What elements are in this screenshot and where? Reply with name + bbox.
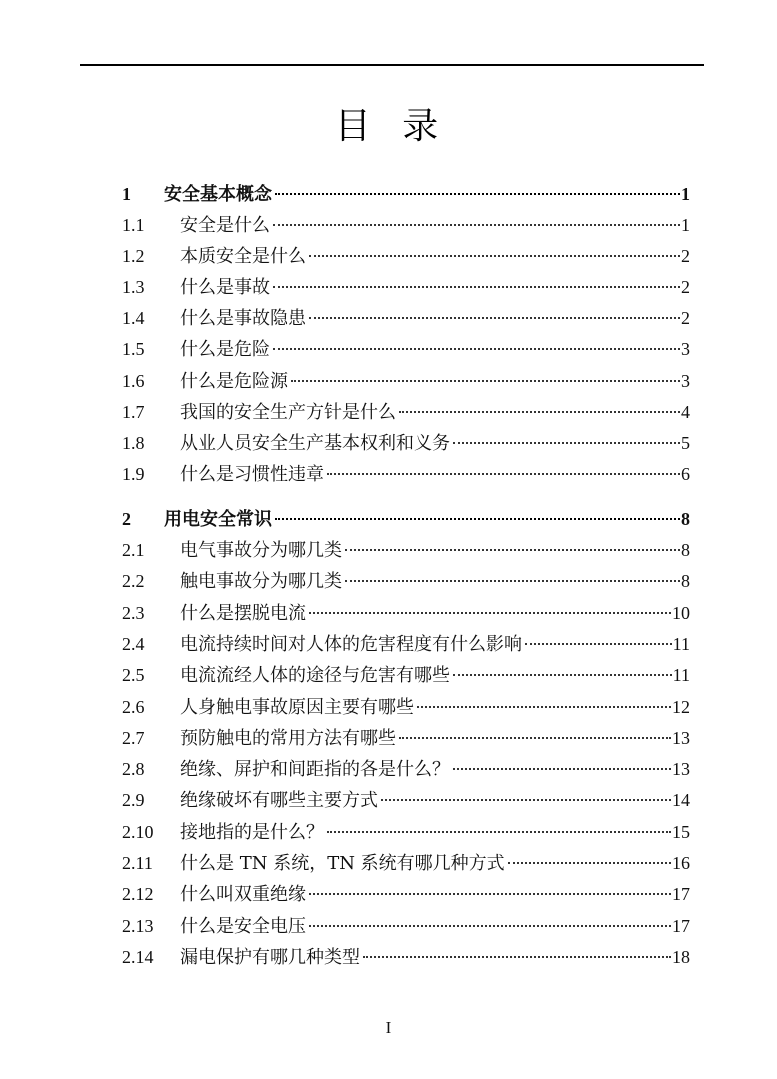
toc-entry-number: 2 xyxy=(122,509,131,529)
toc-dot-leader xyxy=(525,643,672,645)
toc-dot-leader xyxy=(453,768,671,770)
toc-section-entry[interactable] xyxy=(122,944,690,970)
toc-dot-leader xyxy=(453,674,672,676)
toc-entry-number: 2.2 xyxy=(122,571,145,591)
toc-section-entry[interactable] xyxy=(122,725,690,751)
toc-entry-title: 安全基本概念 xyxy=(164,184,272,205)
toc-entry-title: 什么是摆脱电流 xyxy=(180,603,306,624)
toc-entry-number: 2.6 xyxy=(122,697,145,717)
toc-section-entry[interactable] xyxy=(122,631,690,657)
toc-entry-number: 1 xyxy=(122,184,131,204)
toc-entry-number: 2.4 xyxy=(122,634,145,654)
toc-entry-title: 接地指的是什么？ xyxy=(180,822,324,843)
toc-entry-number: 2.12 xyxy=(122,884,154,904)
toc-chapter-entry[interactable] xyxy=(122,181,690,207)
toc-entry-title: 人身触电事故原因主要有哪些 xyxy=(180,697,414,718)
toc-entry-page: 6 xyxy=(681,464,690,484)
toc-entry-number: 2.1 xyxy=(122,540,145,560)
toc-entry-number: 2.5 xyxy=(122,665,145,685)
toc-entry-number: 1.8 xyxy=(122,433,145,453)
page-title: 目 录 xyxy=(334,106,443,147)
toc-entry-title: 什么是危险 xyxy=(180,339,270,360)
toc-entry-page: 2 xyxy=(681,277,690,297)
toc-dot-leader xyxy=(399,411,680,413)
toc-entry-number: 2.14 xyxy=(122,947,154,967)
toc-dot-leader xyxy=(291,380,680,382)
toc-entry-page: 1 xyxy=(681,215,690,235)
toc-dot-leader xyxy=(345,549,680,551)
toc-entry-page: 13 xyxy=(672,759,690,779)
toc-entry-page: 18 xyxy=(672,947,690,967)
toc-dot-leader xyxy=(273,224,680,226)
toc-entry-number: 2.10 xyxy=(122,822,154,842)
toc-dot-leader xyxy=(327,831,671,833)
toc-dot-leader xyxy=(273,286,680,288)
toc-dot-leader xyxy=(275,518,680,520)
toc-entry-number: 2.9 xyxy=(122,790,145,810)
toc-entry-title: 电气事故分为哪几类 xyxy=(180,540,342,561)
toc-dot-leader xyxy=(453,442,680,444)
toc-entry-page: 8 xyxy=(681,571,690,591)
toc-entry-title: 什么是事故隐患 xyxy=(180,308,306,329)
toc-entry-number: 1.1 xyxy=(122,215,145,235)
toc-section-entry[interactable] xyxy=(122,212,690,238)
toc-entry-title: 本质安全是什么 xyxy=(180,246,306,267)
toc-section-entry[interactable] xyxy=(122,336,690,362)
toc-entry-number: 1.5 xyxy=(122,339,145,359)
toc-section-entry[interactable] xyxy=(122,461,690,487)
toc-section-entry[interactable] xyxy=(122,850,690,876)
toc-dot-leader xyxy=(309,925,671,927)
toc-entry-title: 我国的安全生产方针是什么 xyxy=(180,402,396,423)
toc-entry-page: 14 xyxy=(672,790,690,810)
toc-entry-title: 绝缘、屏护和间距指的各是什么？ xyxy=(180,759,450,780)
toc-section-entry[interactable] xyxy=(122,662,690,688)
toc-entry-page: 17 xyxy=(672,884,690,904)
toc-dot-leader xyxy=(309,317,680,319)
toc-chapter-entry[interactable] xyxy=(122,506,690,532)
toc-dot-leader xyxy=(508,862,671,864)
toc-entry-title: 什么是 TN 系统，TN 系统有哪几种方式 xyxy=(180,853,505,874)
toc-section-entry[interactable] xyxy=(122,694,690,720)
toc-entry-number: 2.8 xyxy=(122,759,145,779)
toc-entry-title: 触电事故分为哪几类 xyxy=(180,571,342,592)
toc-entry-page: 13 xyxy=(672,728,690,748)
toc-entry-page: 16 xyxy=(672,853,690,873)
toc-entry-title: 什么是习惯性违章 xyxy=(180,464,324,485)
toc-entry-title: 绝缘破坏有哪些主要方式 xyxy=(180,790,378,811)
toc-entry-page: 8 xyxy=(681,509,690,529)
toc-dot-leader xyxy=(417,706,671,708)
toc-entry-title: 安全是什么 xyxy=(180,215,270,236)
toc-entry-page: 1 xyxy=(681,184,690,204)
toc-entry-number: 2.7 xyxy=(122,728,145,748)
toc-section-entry[interactable] xyxy=(122,913,690,939)
toc-entry-title: 什么是事故 xyxy=(180,277,270,298)
toc-dot-leader xyxy=(309,893,671,895)
toc-entry-number: 2.11 xyxy=(122,853,153,873)
toc-dot-leader xyxy=(399,737,671,739)
toc-dot-leader xyxy=(381,799,671,801)
toc-entry-title: 电流流经人体的途径与危害有哪些 xyxy=(180,665,450,686)
toc-entry-page: 15 xyxy=(672,822,690,842)
toc-entry-page: 2 xyxy=(681,246,690,266)
toc-dot-leader xyxy=(345,580,680,582)
toc-entry-number: 1.4 xyxy=(122,308,145,328)
toc-section-entry[interactable] xyxy=(122,756,690,782)
toc-dot-leader xyxy=(275,193,680,195)
toc-entry-page: 11 xyxy=(672,665,690,685)
toc-section-entry[interactable] xyxy=(122,881,690,907)
toc-entry-number: 1.2 xyxy=(122,246,145,266)
page-number-footer: I xyxy=(385,1018,392,1037)
toc-entry-page: 12 xyxy=(672,697,690,717)
toc-entry-number: 2.13 xyxy=(122,916,154,936)
toc-section-entry[interactable] xyxy=(122,368,690,394)
toc-entry-title: 用电安全常识 xyxy=(164,509,272,530)
toc-entry-page: 17 xyxy=(672,916,690,936)
toc-entry-page: 8 xyxy=(681,540,690,560)
toc-entry-page: 2 xyxy=(681,308,690,328)
toc-entry-title: 从业人员安全生产基本权利和义务 xyxy=(180,433,450,454)
toc-entry-title: 什么叫双重绝缘 xyxy=(180,884,306,905)
toc-section-entry[interactable] xyxy=(122,600,690,626)
toc-entry-number: 1.7 xyxy=(122,402,145,422)
toc-entry-number: 1.6 xyxy=(122,371,145,391)
toc-dot-leader xyxy=(273,348,680,350)
toc-entry-page: 3 xyxy=(681,339,690,359)
toc-dot-leader xyxy=(363,956,671,958)
toc-section-entry[interactable] xyxy=(122,430,690,456)
toc-section-entry[interactable] xyxy=(122,568,690,594)
toc-dot-leader xyxy=(309,255,680,257)
toc-entry-title: 什么是危险源 xyxy=(180,371,288,392)
toc-entry-title: 什么是安全电压 xyxy=(180,916,306,937)
toc-section-entry[interactable] xyxy=(122,274,690,300)
toc-section-entry[interactable] xyxy=(122,399,690,425)
toc-entry-title: 漏电保护有哪几种类型 xyxy=(180,947,360,968)
toc-section-entry[interactable] xyxy=(122,537,690,563)
toc-entry-page: 10 xyxy=(672,603,690,623)
toc-section-entry[interactable] xyxy=(122,819,690,845)
toc-dot-leader xyxy=(309,612,671,614)
toc-entry-page: 5 xyxy=(681,433,690,453)
toc-entry-number: 1.3 xyxy=(122,277,145,297)
toc-entry-title: 电流持续时间对人体的危害程度有什么影响 xyxy=(180,634,522,655)
toc-section-entry[interactable] xyxy=(122,787,690,813)
toc-dot-leader xyxy=(327,473,680,475)
toc-entry-number: 1.9 xyxy=(122,464,145,484)
toc-section-entry[interactable] xyxy=(122,243,690,269)
toc-entry-page: 3 xyxy=(681,371,690,391)
toc-section-entry[interactable] xyxy=(122,305,690,331)
toc-entry-page: 4 xyxy=(681,402,690,422)
toc-entry-page: 11 xyxy=(672,634,690,654)
toc-entry-title: 预防触电的常用方法有哪些 xyxy=(180,728,396,749)
toc-entry-number: 2.3 xyxy=(122,603,145,623)
